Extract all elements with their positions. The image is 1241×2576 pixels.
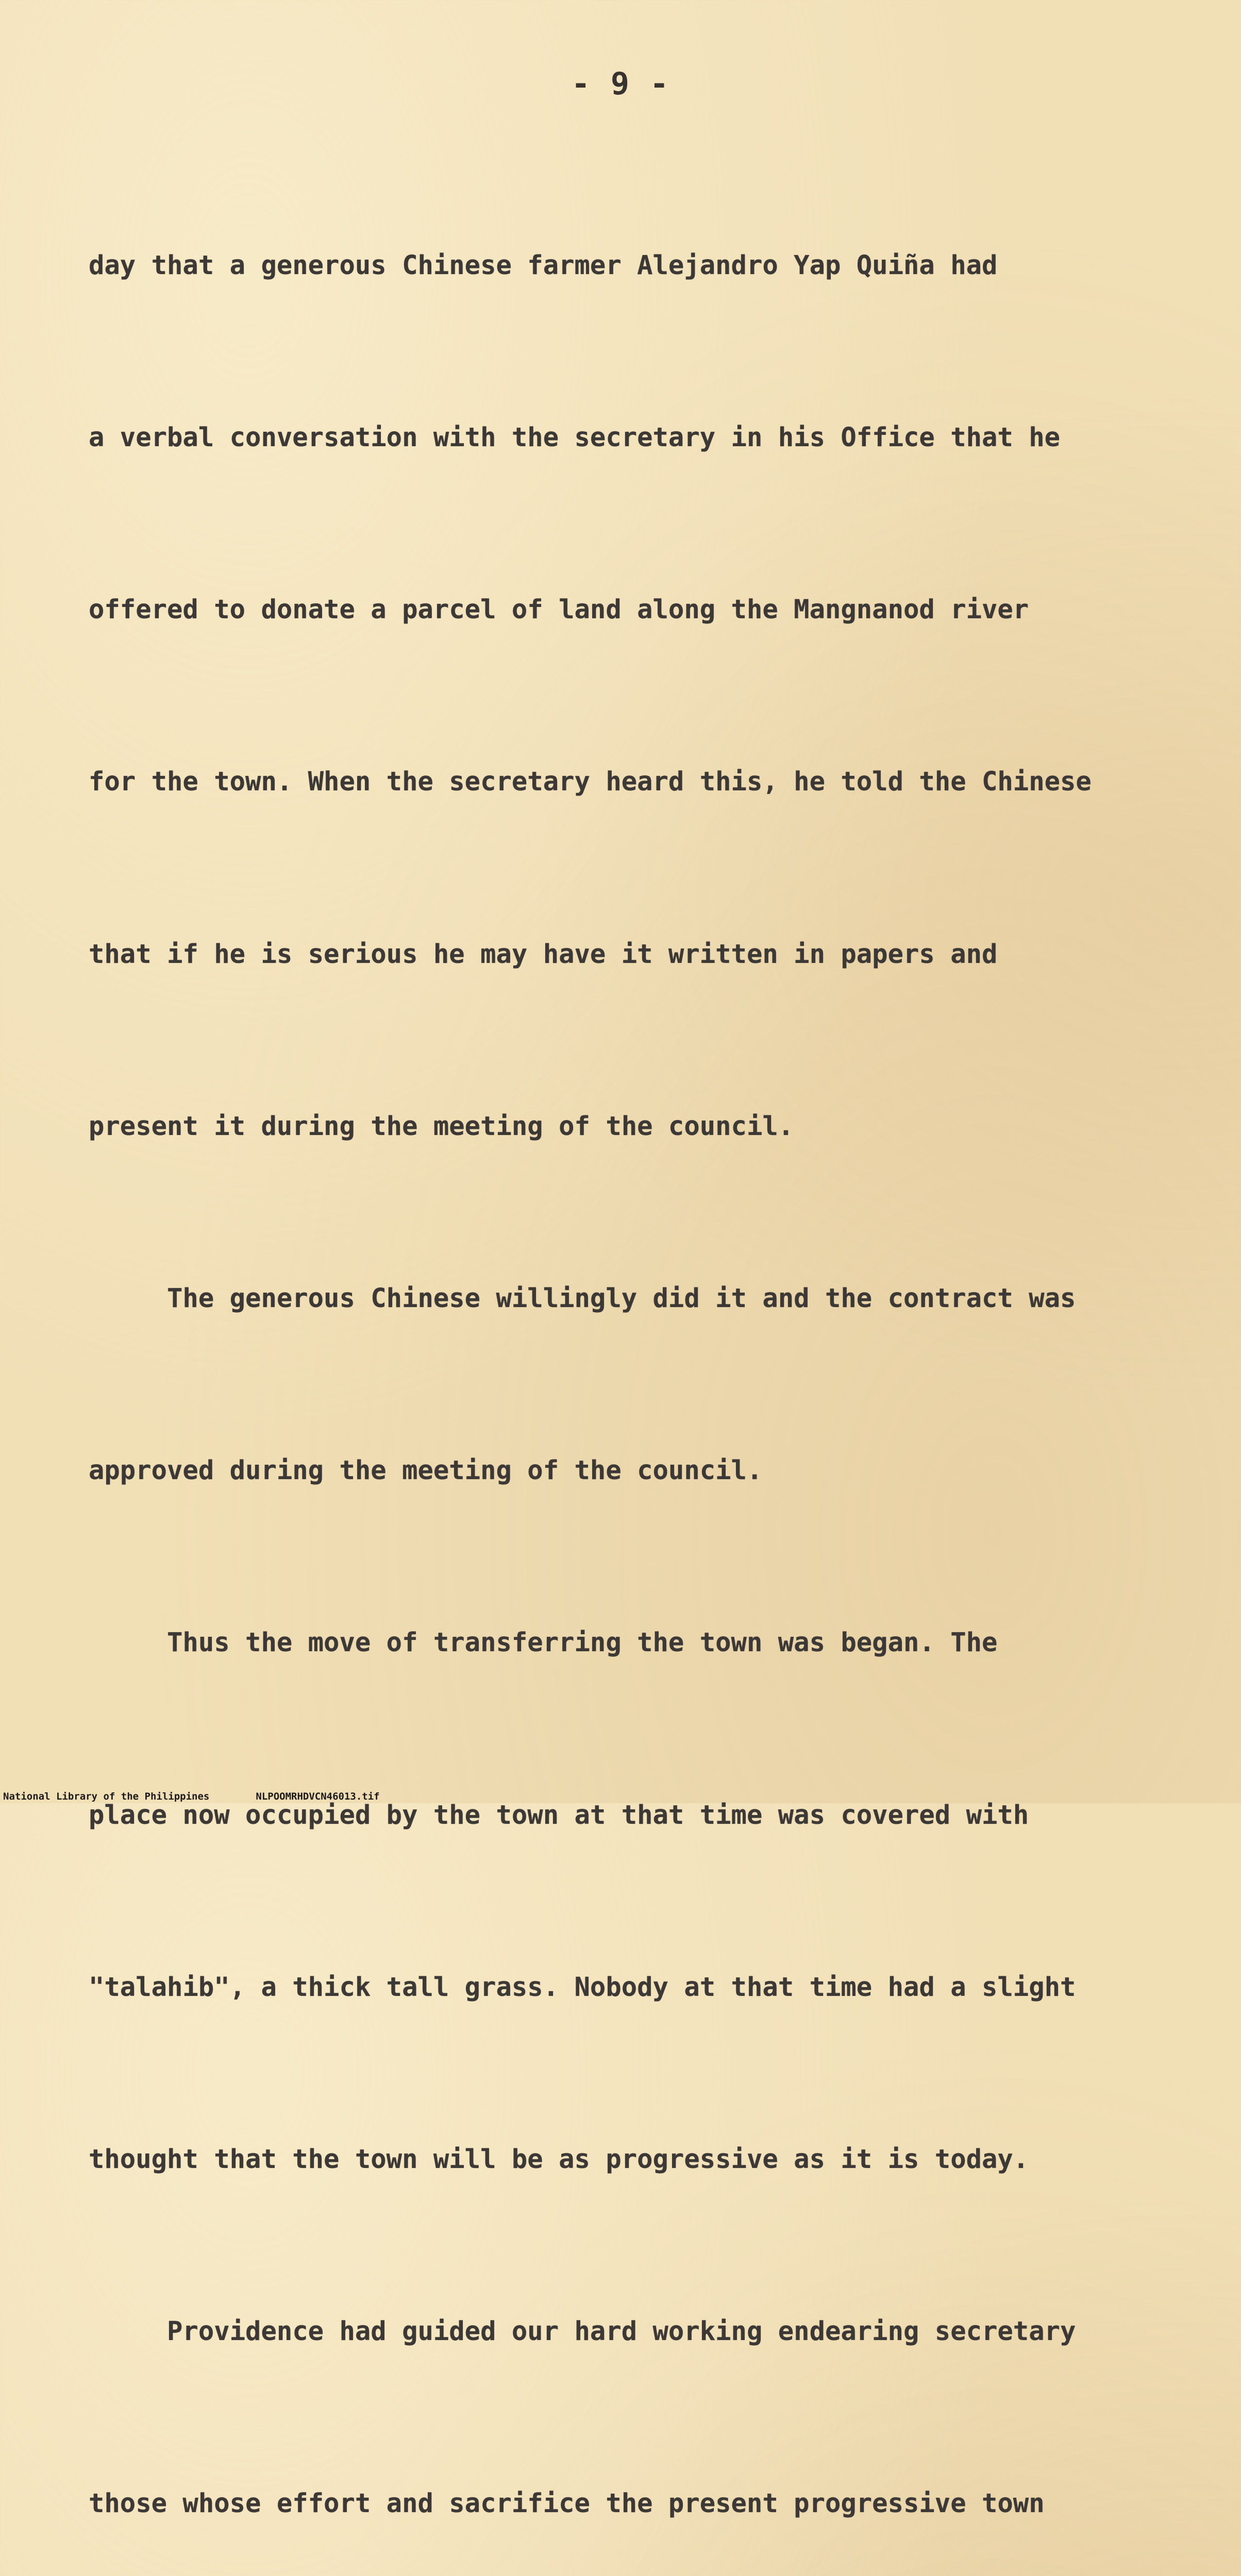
text-line: a verbal conversation with the secretary in his Office that he: [89, 422, 1061, 453]
text-line: for the town. When the secretary heard this, he told the Chinese: [89, 766, 1092, 797]
text-line: those whose effort and sacrifice the present progressive town: [89, 2488, 1045, 2519]
scan-footer: [3, 1791, 380, 1802]
text-line: Thus the move of transferring the town was began. The: [89, 1627, 998, 1658]
text-line: The generous Chinese willingly did it and the contract was: [89, 1283, 1076, 1314]
footer-library: National Library of the Philippines: [3, 1791, 210, 1802]
text-line: Providence had guided our hard working endearing secretary: [89, 2316, 1076, 2347]
text-line: "talahib", a thick tall grass. Nobody at that time had a slight: [89, 1971, 1076, 2002]
text-line: thought that the town will be as progressive as it is today.: [89, 2144, 1029, 2175]
footer-file-id: NLPOOMRHDVCN46013.tif: [256, 1791, 380, 1802]
text-line: approved during the meeting of the council.: [89, 1455, 763, 1486]
body-text: [89, 122, 1212, 2576]
text-line: place now occupied by the town at that time was covered with: [89, 1799, 1029, 1830]
text-line: that if he is serious he may have it written in papers and: [89, 938, 998, 969]
text-line: present it during the meeting of the council.: [89, 1110, 794, 1141]
text-line: offered to donate a parcel of land along the Mangnanod river: [89, 594, 1029, 625]
page-number: - 9 -: [571, 66, 670, 102]
text-line: day that a generous Chinese farmer Alejandro Yap Quiña had: [89, 249, 998, 280]
